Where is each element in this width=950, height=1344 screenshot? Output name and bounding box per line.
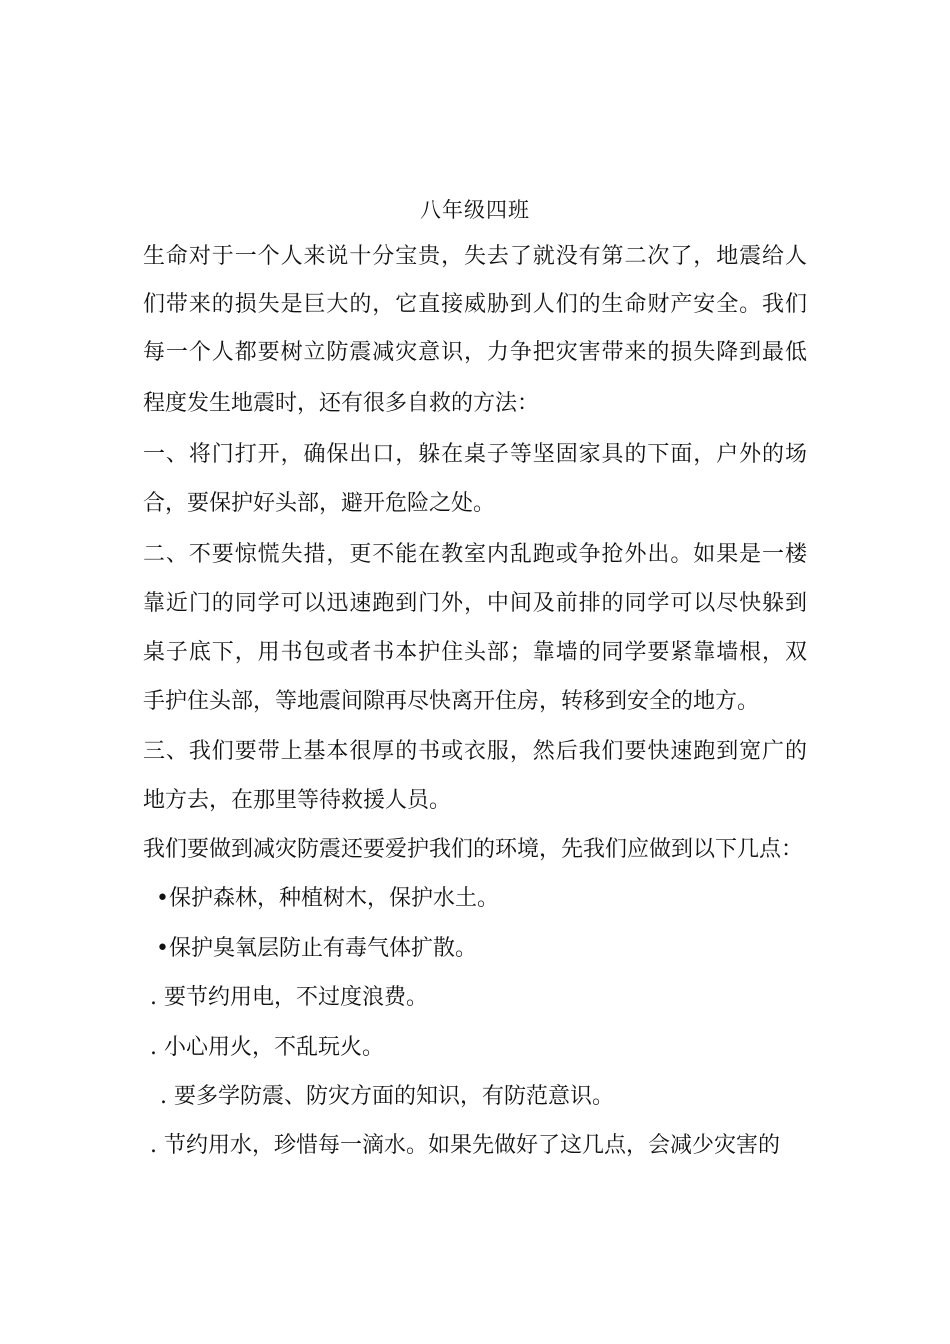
method3-line-2: 地方去，在那里等待救援人员。 <box>143 788 452 813</box>
intro-line-3: 每一个人都要树立防震减灾意识，力争把灾害带来的损失降到最低 <box>143 340 807 365</box>
method2-line-3: 桌子底下，用书包或者书本护住头部；靠墙的同学要紧靠墙根，双 <box>143 640 807 665</box>
point-item-1: •保护森林，种植树木，保护水土。 <box>156 886 499 911</box>
intro-line-4: 程度发生地震时，还有很多自救的方法： <box>143 391 540 416</box>
point-item-3: . 要节约用电，不过度浪费。 <box>150 985 428 1010</box>
point-item-2: •保护臭氧层防止有毒气体扩散。 <box>156 936 477 961</box>
intro-line-1: 生命对于一个人来说十分宝贵，失去了就没有第二次了，地震给人 <box>143 244 807 269</box>
method2-line-1: 二、不要惊慌失措，更不能在教室内乱跑或争抢外出。如果是一楼 <box>143 542 807 567</box>
method2-line-4: 手护住头部，等地震间隙再尽快离开住房，转移到安全的地方。 <box>143 689 760 714</box>
method3-line-1: 三、我们要带上基本很厚的书或衣服，然后我们要快速跑到宽广的 <box>143 739 807 764</box>
point-item-5: . 要多学防震、防灾方面的知识，有防范意识。 <box>160 1084 614 1109</box>
document-title: 八年级四班 <box>420 198 530 222</box>
point-item-4: . 小心用火，不乱玩火。 <box>150 1035 384 1060</box>
method2-line-2: 靠近门的同学可以迅速跑到门外，中间及前排的同学可以尽快躲到 <box>143 591 807 616</box>
intro-line-2: 们带来的损失是巨大的，它直接威胁到人们的生命财产安全。我们 <box>143 292 807 317</box>
method1-line-1: 一、将门打开，确保出口，躲在桌子等坚固家具的下面，户外的场 <box>143 442 807 467</box>
point-item-6: . 节约用水，珍惜每一滴水。如果先做好了这几点，会减少灾害的 <box>150 1133 780 1158</box>
points-intro: 我们要做到减灾防震还要爱护我们的环境，先我们应做到以下几点： <box>143 837 804 862</box>
method1-line-2: 合，要保护好头部，避开危险之处。 <box>143 491 496 516</box>
